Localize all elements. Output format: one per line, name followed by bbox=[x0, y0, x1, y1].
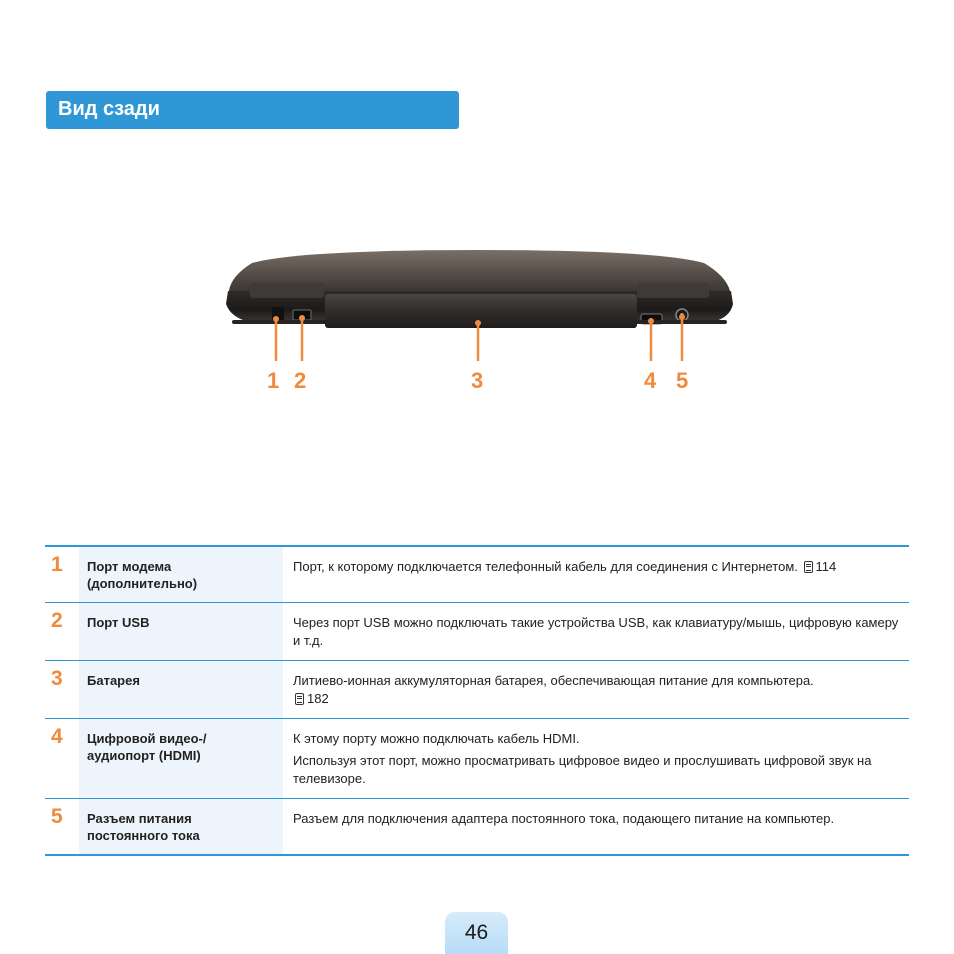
table-row bbox=[45, 603, 909, 661]
table-row bbox=[45, 799, 909, 856]
port-description bbox=[283, 546, 909, 603]
port-name bbox=[79, 719, 283, 799]
section-title: Вид сзади bbox=[58, 98, 160, 120]
port-name-line: постоянного тока bbox=[87, 828, 200, 843]
port-name bbox=[79, 799, 283, 856]
port-description bbox=[283, 661, 909, 719]
row-number: 5 bbox=[45, 799, 79, 856]
port-name-line: (дополнительно) bbox=[87, 576, 198, 591]
page-number-tab bbox=[445, 912, 508, 954]
callout-3: 3 bbox=[471, 368, 484, 393]
laptop-rear-view-figure bbox=[0, 0, 954, 420]
description-text: Через порт USB можно подключать такие устройства USB, как клавиатуру/мышь, цифровую камеру и т.д. bbox=[293, 615, 899, 648]
row-number: 1 bbox=[51, 553, 63, 576]
callout-5: 5 bbox=[676, 368, 689, 393]
description-text: Разъем для подключения адаптера постоянного тока, подающего питание на компьютер. bbox=[293, 811, 835, 826]
description-text: Используя этот порт, можно просматривать цифровое видео и прослушивать цифровой звук на телевизоре. bbox=[293, 753, 872, 786]
callout-4: 4 bbox=[644, 368, 657, 393]
table-row bbox=[45, 546, 909, 603]
page-reference[interactable]: 182 bbox=[307, 691, 329, 706]
port-name-line: аудиопорт (HDMI) bbox=[87, 748, 201, 763]
page-number: 46 bbox=[464, 921, 489, 944]
port-name-line: Цифровой видео-/ bbox=[87, 731, 207, 746]
port-description bbox=[283, 799, 909, 856]
table-row bbox=[45, 661, 909, 719]
port-name-line: Разъем питания bbox=[87, 811, 192, 826]
description-text: К этому порту можно подключать кабель HDMI. bbox=[293, 731, 580, 746]
description-text: Литиево-ионная аккумуляторная батарея, обеспечивающая питание для компьютера. bbox=[293, 673, 814, 688]
callout-2: 2 bbox=[294, 368, 307, 393]
port-name-line: Порт USB bbox=[87, 615, 150, 630]
port-description-table bbox=[45, 545, 909, 856]
port-name-line: Порт модема bbox=[87, 559, 172, 574]
row-number: 4 bbox=[45, 719, 79, 799]
callout-1: 1 bbox=[267, 368, 280, 393]
port-description bbox=[283, 603, 909, 661]
page-reference-icon bbox=[804, 561, 813, 573]
port-name bbox=[79, 603, 283, 661]
row-number: 3 bbox=[45, 661, 79, 719]
description-text: Порт, к которому подключается телефонный кабель для соединения с Интернетом. bbox=[293, 559, 798, 574]
row-number: 2 bbox=[45, 603, 79, 661]
port-name bbox=[79, 661, 283, 719]
table-row bbox=[45, 719, 909, 799]
port-description bbox=[283, 719, 909, 799]
port-name-line: Батарея bbox=[87, 673, 140, 688]
page-reference-icon bbox=[295, 693, 304, 705]
port-name bbox=[79, 546, 283, 603]
page-reference[interactable]: 114 bbox=[815, 559, 837, 574]
